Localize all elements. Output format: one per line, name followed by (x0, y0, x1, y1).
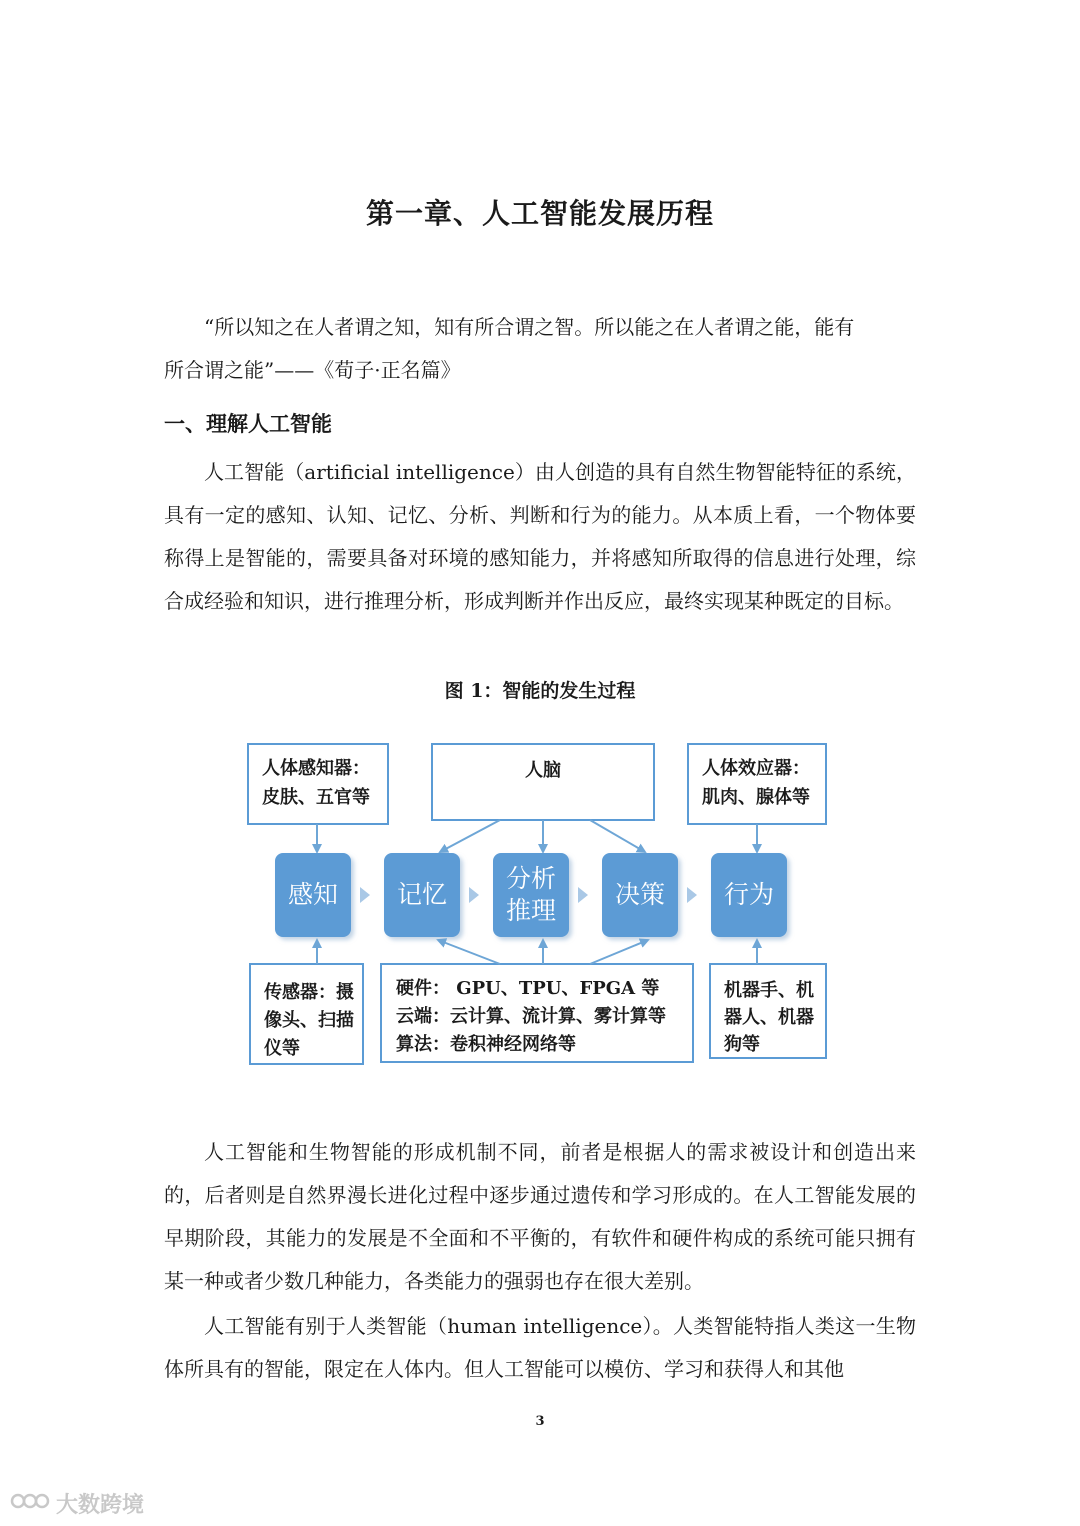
svg-text:算法：卷积神经网络等: 算法：卷积神经网络等 (396, 1034, 576, 1055)
effector-organs-line-2: 肌肉、腺体等 (702, 787, 810, 808)
technology-box (381, 964, 693, 1062)
chapter-title: 第一章、人工智能发展历程 (365, 197, 714, 230)
sensors-box (250, 964, 363, 1064)
svg-text:像头、扫描: 像头、扫描 (264, 1010, 354, 1031)
brain-label: 人脑 (525, 760, 561, 781)
svg-text:仪等: 仪等 (264, 1038, 300, 1059)
arrow-tech-to-memory (438, 940, 500, 964)
watermark-logo-icon (10, 1487, 50, 1519)
chevron-decision-action (687, 887, 697, 903)
effector-organs-line-1: 人体效应器： (702, 758, 810, 779)
node-perception (275, 853, 351, 937)
svg-text:记忆: 记忆 (396, 880, 448, 909)
figure-caption: 图 1：智能的发生过程 (444, 680, 636, 702)
svg-text:器人、机器: 器人、机器 (724, 1007, 814, 1028)
page-number: 3 (535, 1414, 545, 1429)
node-memory (384, 853, 460, 937)
watermark-text: 大数跨境 (56, 1492, 145, 1518)
paragraph-2: 人工智能和生物智能的形成机制不同，前者是根据人的需求被设计和创造出来的，后者则是自然界漫长进化过程中逐步通过遗传和学习形成的。在人工智能发展的早期阶段，其能力的发展是不全面和不平衡的，有软件和硬件构成的系统可能只拥有某一种或者少数几种能力，各类能力的强弱也存在很大差别。 (164, 1140, 916, 1293)
chevron-memory-analysis (469, 887, 479, 903)
watermark (10, 1486, 144, 1520)
chevron-analysis-decision (578, 887, 588, 903)
svg-text:分析: 分析 (505, 864, 557, 893)
svg-text:感知: 感知 (287, 880, 339, 909)
arrow-brain-to-memory (440, 820, 500, 852)
robots-box (710, 964, 826, 1058)
section-heading: 一、理解人工智能 (164, 411, 332, 436)
svg-text:传感器：摄: 传感器：摄 (264, 982, 354, 1003)
svg-text:云端：云计算、流计算、雾计算等: 云端：云计算、流计算、雾计算等 (396, 1006, 666, 1027)
effector-organs-box (688, 744, 826, 824)
arrow-brain-to-decision (590, 820, 645, 852)
sensor-organs-line-2: 皮肤、五官等 (262, 787, 370, 808)
svg-text:行为: 行为 (723, 880, 775, 909)
sensor-organs-line-1: 人体感知器： (262, 758, 370, 779)
quote-line-1: “所以知之在人者谓之知，知有所合谓之智。所以能之在人者谓之能，能有 (204, 315, 855, 339)
node-analysis (493, 853, 569, 937)
chevron-perception-memory (360, 887, 370, 903)
svg-text:硬件： GPU、TPU、FPGA 等: 硬件： GPU、TPU、FPGA 等 (396, 978, 660, 999)
svg-text:决策: 决策 (614, 880, 666, 909)
node-decision (602, 853, 678, 937)
sensor-organs-box (248, 744, 388, 824)
svg-text:推理: 推理 (505, 896, 557, 925)
quote-line-2: 所合谓之能”——《荀子·正名篇》 (164, 358, 461, 382)
arrow-tech-to-decision (590, 940, 648, 964)
paragraph-3: 人工智能有别于人类智能（human intelligence）。人类智能特指人类这一生物体所具有的智能，限定在人体内。但人工智能可以模仿、学习和获得人和其他 (164, 1314, 916, 1381)
svg-text:狗等: 狗等 (724, 1034, 760, 1055)
intro-paragraph: 人工智能（artificial intelligence）由人创造的具有自然生物智能特征的系统，具有一定的感知、认知、记忆、分析、判断和行为的能力。从本质上看，一个物体要称得上是智能的，需要具备对环境的感知能力，并将感知所取得的信息进行处理，综合成经验和知识，进行推理分析，形成判断并作出反应，最终实现某种既定的目标。 (164, 460, 916, 613)
brain-box (432, 744, 654, 820)
svg-text:机器手、机: 机器手、机 (724, 980, 814, 1001)
node-action (711, 853, 787, 937)
